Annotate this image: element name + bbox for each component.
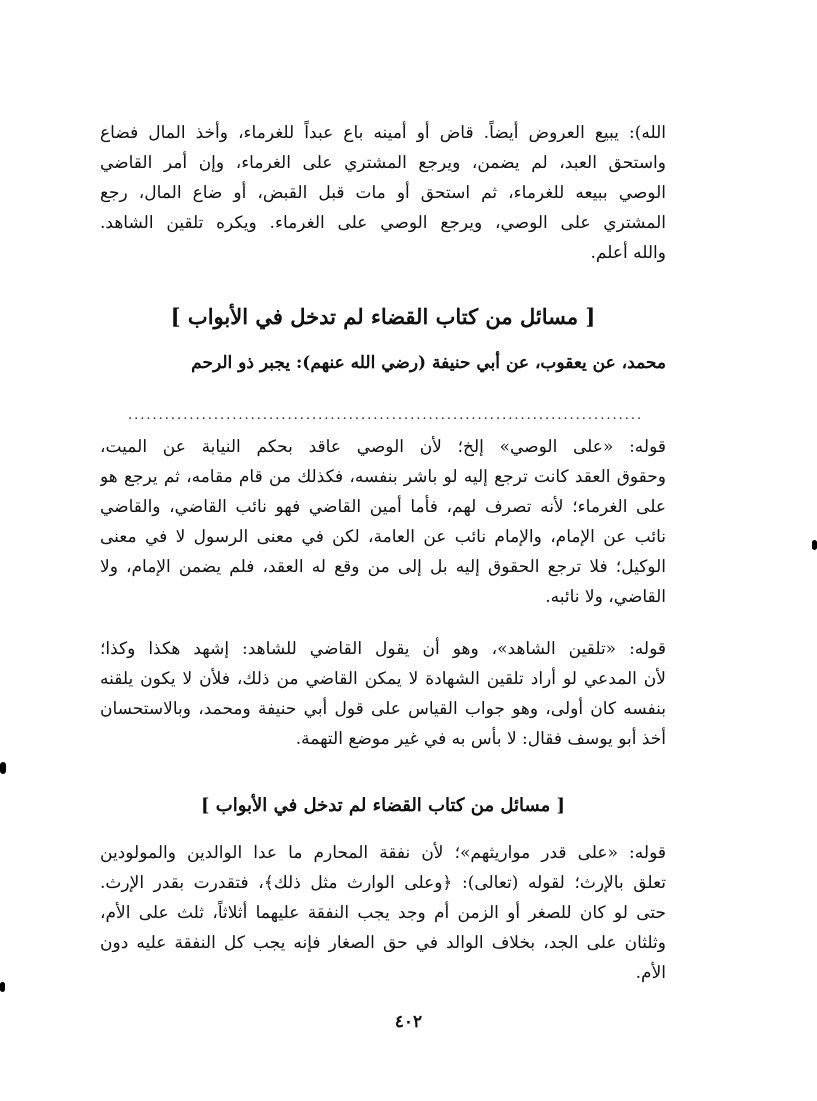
separator-dots: .................................................................................... bbox=[128, 408, 644, 422]
scan-edge-mark bbox=[812, 540, 817, 550]
section-heading: [ مسائل من كتاب القضاء لم تدخل في الأبواب ] bbox=[170, 304, 596, 329]
commentary-paragraph-3 bbox=[100, 838, 666, 988]
text-line: الله): يبيع العروض أيضاً. قاض أو أمينه باع عبداً للغرماء، وأخذ المال فضاع bbox=[100, 123, 666, 143]
commentary-paragraph-1 bbox=[100, 432, 666, 612]
page-number: ٤٠٢ bbox=[394, 1012, 423, 1032]
text-line: المشتري على الوصي، ويرجع الوصي على الغرماء. ويكره تلقين الشاهد. bbox=[100, 213, 666, 233]
text-line: حتى لو كان للصغر أو الزمن أم وجد يجب النفقة عليهما أثلاثاً، ثلث على الأم، bbox=[100, 903, 666, 923]
text-line: الأم. bbox=[635, 963, 666, 983]
text-line: القاضي، ولا نائبه. bbox=[545, 587, 666, 607]
text-line: لأن المدعي لو أراد تلقين الشهادة لا يمكن القاضي من ذلك، فلأن لا يكون يلقنه bbox=[100, 669, 666, 689]
text-line: وثلثان على الجد، بخلاف الوالد في حق الصغار فإنه يجب كل النفقة عليه دون bbox=[100, 933, 666, 953]
commentary-paragraph-2 bbox=[100, 634, 666, 754]
text-line: نائب عن الإمام، والإمام نائب عن العامة، لكن في معنى الرسول لا في معنى bbox=[100, 527, 666, 547]
text-line: واستحق العبد، لم يضمن، ويرجع المشتري على الغرماء، وإن أمر القاضي bbox=[100, 153, 666, 173]
text-line: على الغرماء؛ لأنه تصرف لهم، فأما أمين القاضي فهو نائب القاضي، والقاضي bbox=[100, 497, 666, 517]
text-line: وحقوق العقد كانت ترجع إليه لو باشر بنفسه، فكذلك من قام مقامه، ثم يرجع هو bbox=[100, 467, 666, 487]
scan-edge-mark bbox=[0, 762, 6, 774]
scan-edge-mark bbox=[0, 982, 5, 992]
text-line: تعلق بالإرث؛ لقوله (تعالى): ﴿وعلى الوارث مثل ذلك﴾، فتقدرت بقدر الإرث. bbox=[100, 873, 666, 893]
main-text-intro bbox=[100, 348, 666, 378]
commentary-heading: [ مسائل من كتاب القضاء لم تدخل في الأبواب ] bbox=[201, 795, 565, 816]
text-line: قوله: «على الوصي» إلخ؛ لأن الوصي عاقد بحكم النيابة عن الميت، bbox=[100, 437, 666, 457]
text-line: بنفسه كان أولى، وهو جواب القياس على قول أبي حنيفة ومحمد، وبالاستحسان bbox=[100, 699, 666, 719]
text-line: والله أعلم. bbox=[590, 243, 666, 263]
text-line: الوكيل؛ فلا ترجع الحقوق إليه بل إلى من وقع له العقد، فلم يضمن الإمام، ولا bbox=[100, 557, 666, 577]
main-text-top bbox=[100, 118, 666, 268]
text-line: قوله: «تلقين الشاهد»، وهو أن يقول القاضي للشاهد: إشهد هكذا وكذا؛ bbox=[100, 639, 666, 659]
text-line: الوصي ببيعه للغرماء، ثم استحق أو مات قبل القبض، أو ضاع المال، رجع bbox=[100, 183, 666, 203]
text-line: محمد، عن يعقوب، عن أبي حنيفة (رضي الله عنهم): يجبر ذو الرحم bbox=[191, 353, 666, 373]
text-line: أخذ أبو يوسف فقال: لا بأس به في غير موضع التهمة. bbox=[295, 729, 666, 749]
text-line: قوله: «على قدر مواريثهم»؛ لأن نفقة المحارم ما عدا الوالدين والمولودين bbox=[100, 843, 666, 863]
